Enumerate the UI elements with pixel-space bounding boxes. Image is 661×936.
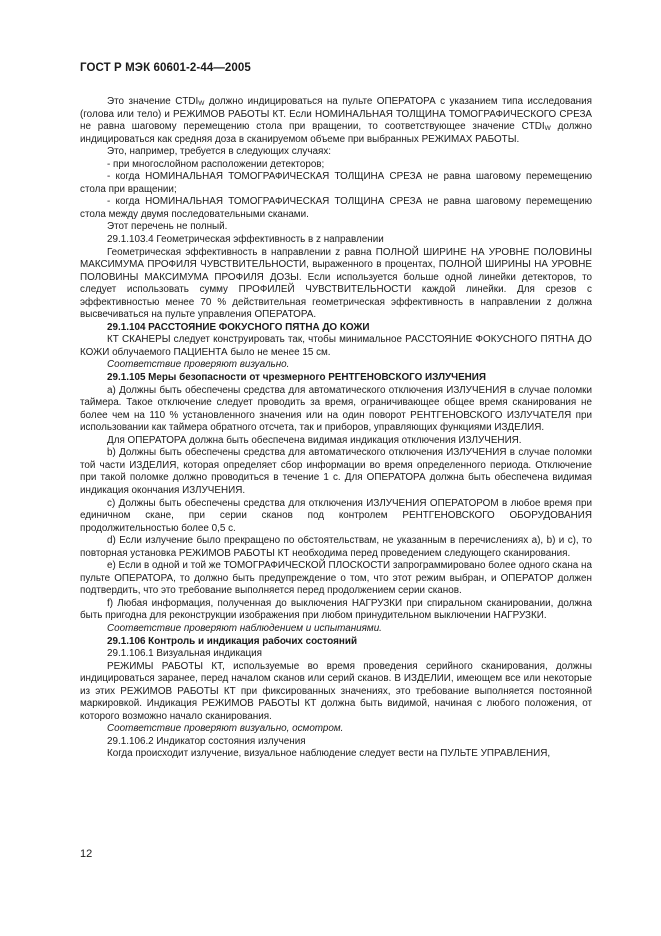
paragraph: КТ СКАНЕРЫ следует конструировать так, чтобы минимальное РАССТОЯНИЕ ФОКУСНОГО ПЯТНА ДО КОЖИ облучаемого ПАЦИЕНТА было не менее 15 см. [80, 334, 592, 358]
list-item: b) Должны быть обеспечены средства для автоматического отключения ИЗЛУЧЕНИЯ в случае поломки той части ИЗДЕЛИЯ, которая определяет сбор информации во время определенного периода. Отключение при такой поломке должно проводиться в течение 1 с. Для ОПЕРАТОРА должна быть обеспечена видимая индикация окончания ИЗЛУЧЕНИЯ. [80, 447, 592, 496]
section-heading: 29.1.105 Меры безопасности от чрезмерного РЕНТГЕНОВСКОГО ИЗЛУЧЕНИЯ [107, 372, 487, 384]
section-heading: 29.1.103.4 Геометрическая эффективность в z направлении [107, 234, 384, 246]
list-item: f) Любая информация, полученная до выключения НАГРУЗКИ при спиральном сканировании, должна быть пригодна для реконструкции изображения при любом принудительном выключении НАГРУЗКИ. [80, 597, 592, 622]
page-number: 12 [80, 848, 93, 860]
paragraph: Геометрическая эффективность в направлении z равна ПОЛНОЙ ШИРИНЕ НА УРОВНЕ ПОЛОВИНЫ МАКСИМУМА ПРОФИЛЯ ЧУВСТВИТЕЛЬНОСТИ, выраженного в процентах, ПОЛНОЙ ШИРИНЫ НА УРОВНЕ ПОЛОВИНЫ МАКСИМУМА ПРОФИЛЯ ДОЗЫ. Если используется больше одной линейки детекторов, то следует использовать сумму ПРОФИЛЕЙ ЧУВСТВИТЕЛЬНОСТИ каждой линейки. Для срезов с эффективностью менее 70 % действительная геометрическая эффективность в направлении z должна высвечиваться на пульте управления ОПЕРАТОРА. [80, 246, 592, 321]
list-item: - при многослойном расположении детекторов; [107, 158, 325, 170]
list-item: d) Если излучение было прекращено по обстоятельствам, не указанным в перечислениях a), b) и c), то повторная установка РЕЖИМОВ РАБОТЫ КТ необходима перед проведением следующего сканирования. [80, 535, 592, 559]
section-heading: 29.1.106.1 Визуальная индикация [107, 648, 262, 660]
paragraph: Это, например, требуется в следующих случаях: [107, 146, 332, 158]
document-header: ГОСТ Р МЭК 60601-2-44—2005 [80, 62, 251, 74]
paragraph: Это значение $CTDI_W$ должно индицироваться на пульте ОПЕРАТОРА с указанием типа исследования (голова или тело) и РЕЖИМОВ РАБОТЫ КТ. Если НОМИНАЛЬНАЯ ТОЛЩИНА ТОМОГРАФИЧЕСКОГО СРЕЗА не равна шаговому перемещению стола при вращении, то соответствующее значение $CTDI_W$ должно индицироваться как средняя доза в сканируемом объеме при выбранных РЕЖИМАХ РАБОТЫ. [80, 96, 592, 145]
list-item: - когда НОМИНАЛЬНАЯ ТОМОГРАФИЧЕСКАЯ ТОЛЩИНА СРЕЗА не равна шаговому перемещению стола при вращении; [80, 171, 592, 195]
compliance-note: Соответствие проверяют наблюдением и испытаниями. [107, 622, 382, 634]
document-body [80, 96, 592, 761]
list-item: a) Должны быть обеспечены средства для автоматического отключения ИЗЛУЧЕНИЯ в случае поломки таймера. Такое отключение следует проводить за время, ограничивающее общее время сканирования не более чем на 110 % установленного значения или на один поворот РЕНТГЕНОВСКОГО ИЗЛУЧАТЕЛЯ при использовании как таймера обратного отсчета, так и приборов, управляющих функциями ИЗДЕЛИЯ. [80, 384, 592, 434]
list-item: c) Должны быть обеспечены средства для отключения ИЗЛУЧЕНИЯ ОПЕРАТОРОМ в любое время при единичном скане, при серии сканов под контролем РЕНТГЕНОВСКОГО ОБОРУДОВАНИЯ продолжительностью более 0,5 с. [80, 497, 592, 534]
compliance-note: Соответствие проверяют визуально. [107, 359, 290, 371]
list-item: e) Если в одной и той же ТОМОГРАФИЧЕСКОЙ ПЛОСКОСТИ запрограммировано более одного скана на пульте ОПЕРАТОРА, то должно быть предупреждение о том, что этот режим выбран, и ОПЕРАТОР должен подтвердить, что это требование выполняется перед продолжением серии сканов. [80, 560, 592, 597]
compliance-note: Соответствие проверяют визуально, осмотром. [107, 723, 344, 735]
section-heading: 29.1.106.2 Индикатор состояния излучения [107, 735, 306, 747]
section-heading: 29.1.104 РАССТОЯНИЕ ФОКУСНОГО ПЯТНА ДО КОЖИ [107, 321, 370, 333]
paragraph: Для ОПЕРАТОРА должна быть обеспечена видимая индикация отключения ИЗЛУЧЕНИЯ. [107, 434, 522, 446]
paragraph: Этот перечень не полный. [107, 221, 228, 233]
paragraph: РЕЖИМЫ РАБОТЫ КТ, используемые во время проведения серийного сканирования, должны индицироваться заранее, перед началом сканов или серий сканов. В ИЗДЕЛИИ, имеющем все или некоторые из этих РЕЖИМОВ РАБОТЫ КТ при фиксированных значениях, это требование выполняется постоянной маркировкой. Индикация РЕЖИМОВ РАБОТЫ КТ должна быть видимой, начиная с любого положения, от которого возможно начало сканирования. [80, 660, 592, 722]
paragraph: Когда происходит излучение, визуальное наблюдение следует вести на ПУЛЬТЕ УПРАВЛЕНИЯ, [107, 748, 551, 760]
section-heading: 29.1.106 Контроль и индикация рабочих состояний [107, 635, 358, 647]
list-item: - когда НОМИНАЛЬНАЯ ТОМОГРАФИЧЕСКАЯ ТОЛЩИНА СРЕЗА не равна шаговому перемещению стола между двумя последовательными сканами. [80, 196, 592, 220]
